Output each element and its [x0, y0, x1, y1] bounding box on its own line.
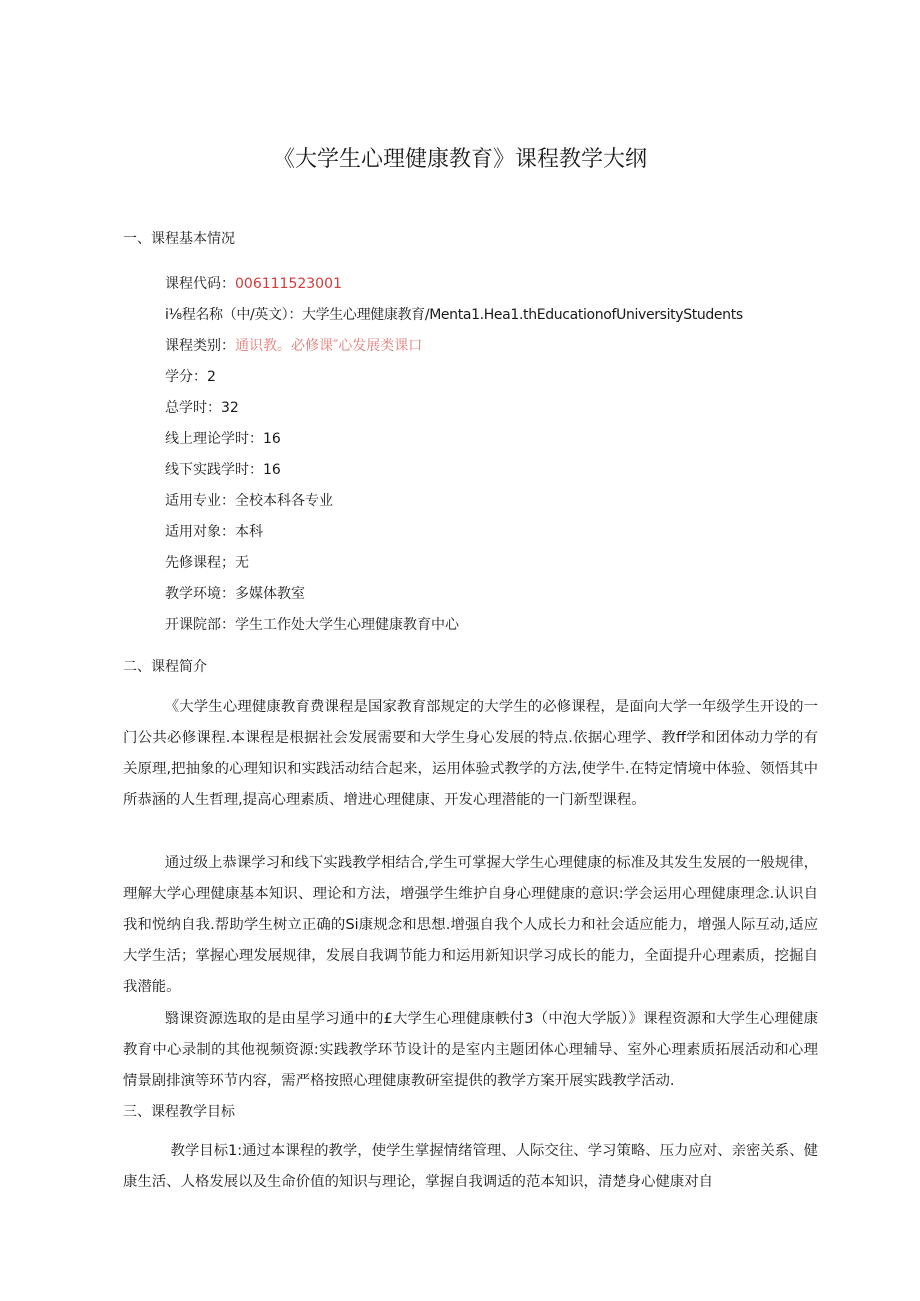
offline-hours-line: 线下实践学时：16 [165, 462, 281, 478]
course-code-value: 006111523001 [235, 276, 342, 292]
section-heading-basic-info: 一、课程基本情况 [123, 231, 235, 247]
course-type-label: 课程类别： [165, 338, 235, 354]
course-code-label: 课程代码： [165, 276, 235, 292]
course-type-line [165, 334, 743, 365]
intro-paragraph: 翳课资源选取的是由星学习通中的£大学生心理健康軼付3（中泡大学版）》课程资源和大学生心理健康教育中心录制的其他视频资源:实践教学环节设计的是室内主题团体心理辅导、室外心理素质拓展活动和心理情景剧排演等环节内容，需严格按照心理健康教研室提供的教学方案开展实践教学活动. [123, 1011, 818, 1089]
course-code-line [165, 272, 743, 303]
intro-paragraph: 通过级上恭课学习和线下实践教学相结合,学生可掌握大学生心理健康的标准及其发生发展的一般规律，理解大学心理健康基本知识、理论和方法，增强学生维护自身心理健康的意识:学会运用心理健康理念.认识自我和悦纳自我.帮助学生树立正确的Si康规念和思想.增强自我个人成长力和社会适应能力，增强人际互动,适应大学生活；掌握心理发展规律，发展自我调节能力和运用新知识学习成长的能力，全面提升心理素质，挖掘自我潜能。 [123, 855, 818, 995]
document-title: 《大学生心理健康教育》课程教学大纲 [272, 147, 647, 172]
majors-line: 适用专业：全校本科各专业 [165, 493, 333, 509]
online-hours-line: 线上理论学时：16 [165, 431, 281, 447]
prerequisite-line: 先修课程；无 [165, 555, 249, 571]
section-heading-teaching-goals: 三、课程教学目标 [123, 1104, 235, 1120]
course-name-line: i⅛程名称（中/英文）：大学生心理健康教育/Menta1.Hea1.thEducationofUniversityStudents [165, 307, 743, 323]
course-info-list [165, 272, 743, 644]
course-type-value: 通识教。必修课″心发展类课口 [235, 338, 423, 354]
department-line: 开课院部：学生工作处大学生心理健康教育中心 [165, 617, 459, 633]
goal-paragraph: 教学目标1:通过本课程的教学，使学生掌握情绪管理、人际交往、学习策略、压力应对、亲密关系、健康生活、人格发展以及生命价值的知识与理论，掌握自我调适的范本知识，清楚身心健康对自 [123, 1143, 818, 1190]
audience-line: 适用对象：本科 [165, 524, 263, 540]
environment-line: 教学环境：多媒体教室 [165, 586, 305, 602]
intro-paragraph: 《大学生心理健康教育费课程是国家教育部规定的大学生的必修课程，是面向大学一年级学生开设的一门公共必修课程.本课程是根据社会发展需要和大学生身心发展的特点.依据心理学、教ff学和团体动力学的有关原理,把抽象的心理知识和实践活动结合起来，运用体验式教学的方法,使学牛.在特定情境中体验、领悟其中所恭涵的人生哲理,提高心理素质、增进心理健康、开发心理潜能的一门新型课程。 [123, 699, 818, 808]
total-hours-line: 总学时：32 [165, 400, 239, 416]
section-heading-course-intro: 二、课程简介 [123, 659, 207, 675]
credit-line: 学分：2 [165, 369, 216, 385]
